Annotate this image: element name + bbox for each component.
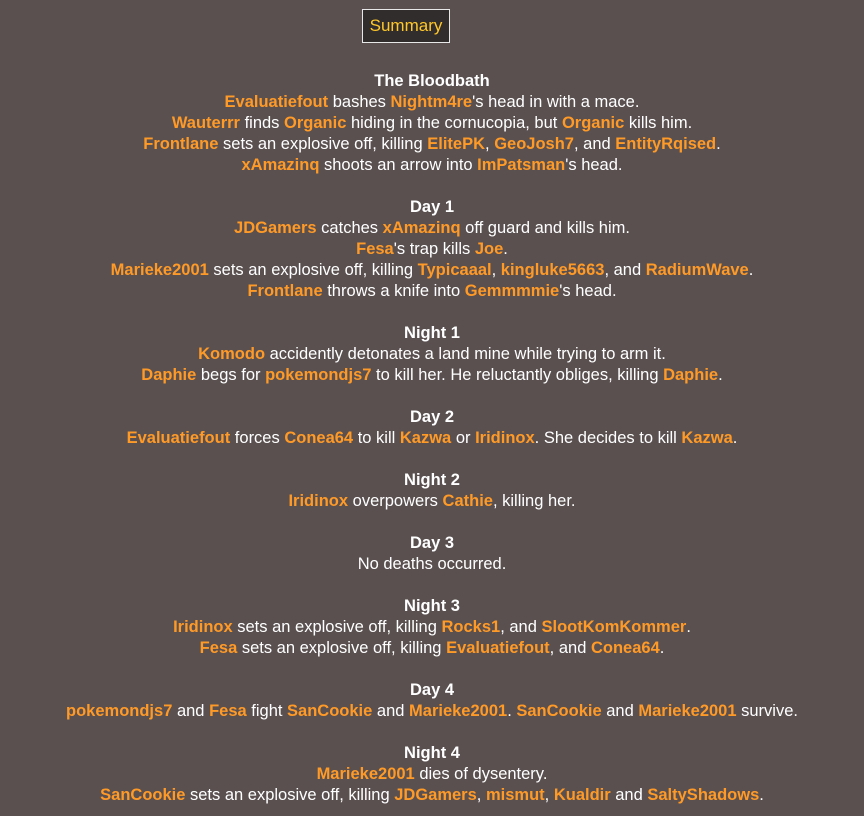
event-text: .	[718, 366, 723, 384]
tribute-name: Kazwa	[681, 429, 733, 447]
event-text: forces	[230, 429, 285, 447]
event-line	[0, 239, 864, 260]
tribute-name: Daphie	[141, 366, 197, 384]
event-text: survive.	[736, 702, 798, 720]
event-text: ,	[476, 786, 486, 804]
event-text: .	[759, 786, 764, 804]
event-text: and	[372, 702, 410, 720]
tribute-name: Marieke2001	[409, 702, 508, 720]
section-title: The Bloodbath	[374, 72, 490, 90]
event-text: fight	[246, 702, 288, 720]
event-line	[0, 113, 864, 134]
event-text: ,	[491, 261, 501, 279]
events-log	[0, 71, 864, 816]
tribute-name: Iridinox	[173, 618, 233, 636]
tribute-name: JDGamers	[394, 786, 477, 804]
event-text: dies of dysentery.	[414, 765, 548, 783]
tribute-name: Marieke2001	[638, 702, 737, 720]
tribute-name: pokemondjs7	[66, 702, 173, 720]
tribute-name: JDGamers	[234, 219, 317, 237]
event-section	[0, 533, 864, 575]
event-section	[0, 596, 864, 659]
tribute-name: Fesa	[209, 702, 247, 720]
event-section	[0, 197, 864, 302]
event-text: , and	[604, 261, 646, 279]
event-text: finds	[239, 114, 285, 132]
tribute-name: Marieke2001	[316, 765, 415, 783]
event-text: or	[451, 429, 476, 447]
event-text: throws a knife into	[322, 282, 465, 300]
event-text: hiding in the cornucopia, but	[346, 114, 562, 132]
event-line	[0, 134, 864, 155]
event-text: off guard and kills him.	[460, 219, 630, 237]
event-text: .	[732, 429, 738, 447]
event-section	[0, 743, 864, 806]
tribute-name: Typicaaal	[417, 261, 492, 279]
event-text: ,	[485, 135, 495, 153]
tribute-name: Fesa	[356, 240, 394, 258]
event-line	[0, 281, 864, 302]
tribute-name: SanCookie	[516, 702, 602, 720]
event-text: accidently detonates a land mine while trying to arm it.	[265, 345, 666, 363]
event-text: .	[507, 702, 517, 720]
tribute-name: ElitePK	[427, 135, 486, 153]
event-line	[0, 218, 864, 239]
tribute-name: xAmazinq	[241, 156, 320, 174]
section-title: Day 3	[409, 534, 455, 552]
event-text: sets an explosive off, killing	[218, 135, 428, 153]
tribute-name: kingluke5663	[500, 261, 605, 279]
tribute-name: EntityRqised	[615, 135, 717, 153]
event-text: 's trap kills	[393, 240, 475, 258]
event-text: No deaths occurred.	[357, 555, 507, 573]
tribute-name: Frontlane	[143, 135, 219, 153]
tribute-name: Joe	[474, 240, 504, 258]
tribute-name: Fesa	[199, 639, 238, 657]
section-title: Day 4	[409, 681, 455, 699]
event-text: shoots an arrow into	[319, 156, 478, 174]
event-text: and	[172, 702, 210, 720]
event-text: bashes	[328, 93, 391, 111]
event-text: .	[716, 135, 721, 153]
tribute-name: Frontlane	[247, 282, 323, 300]
tribute-name: Kazwa	[399, 429, 452, 447]
event-text: and	[601, 702, 639, 720]
tribute-name: Evaluatiefout	[224, 93, 329, 111]
tribute-name: Marieke2001	[110, 261, 209, 279]
tribute-name: pokemondjs7	[265, 366, 372, 384]
event-line	[0, 260, 864, 281]
section-title: Night 1	[404, 324, 460, 342]
event-text: , and	[500, 618, 542, 636]
tribute-name: Gemmmmie	[464, 282, 560, 300]
event-line	[0, 92, 864, 113]
event-line	[0, 701, 864, 722]
event-text: sets an explosive off, killing	[185, 786, 395, 804]
event-section	[0, 470, 864, 512]
event-text: .	[748, 261, 754, 279]
tribute-name: Kualdir	[553, 786, 611, 804]
tribute-name: Organic	[561, 114, 625, 132]
event-text: catches	[316, 219, 383, 237]
event-text: . She decides to kill	[534, 429, 682, 447]
event-line	[0, 344, 864, 365]
summary-button[interactable]: Summary	[362, 9, 450, 43]
event-text: , and	[573, 135, 616, 153]
section-title: Night 2	[404, 471, 460, 489]
section-title: Day 1	[409, 198, 455, 216]
section-title: Day 2	[409, 408, 455, 426]
event-text: sets an explosive off, killing	[208, 261, 418, 279]
tribute-name: mismut	[485, 786, 545, 804]
tribute-name: RadiumWave	[645, 261, 749, 279]
event-text: .	[659, 639, 665, 657]
tribute-name: Rocks1	[441, 618, 501, 636]
tribute-name: Evaluatiefout	[446, 639, 550, 657]
event-line	[0, 785, 864, 806]
tribute-name: Organic	[284, 114, 347, 132]
event-section	[0, 71, 864, 176]
event-text: sets an explosive off, killing	[237, 639, 447, 657]
event-text: begs for	[196, 366, 266, 384]
event-text: and	[610, 786, 648, 804]
section-title: Night 3	[404, 597, 460, 615]
tribute-name: Iridinox	[475, 429, 535, 447]
event-text: .	[503, 240, 508, 258]
tribute-name: Nightm4re	[390, 93, 473, 111]
tribute-name: SaltyShadows	[647, 786, 760, 804]
tribute-name: Komodo	[198, 345, 266, 363]
tribute-name: Daphie	[663, 366, 719, 384]
event-line	[0, 764, 864, 785]
event-line	[0, 365, 864, 386]
tribute-name: Evaluatiefout	[126, 429, 231, 447]
event-text: ,	[544, 786, 554, 804]
event-text: to kill	[353, 429, 400, 447]
event-text: , and	[549, 639, 591, 657]
event-section	[0, 323, 864, 386]
event-text: sets an explosive off, killing	[232, 618, 442, 636]
tribute-name: ImPatsman	[477, 156, 566, 174]
event-text: , killing her.	[492, 492, 576, 510]
event-line	[0, 617, 864, 638]
tribute-name: Conea64	[284, 429, 354, 447]
event-text: 's head in with a mace.	[472, 93, 640, 111]
tribute-name: SlootKomKommer	[541, 618, 687, 636]
event-line	[0, 155, 864, 176]
event-text: kills him.	[624, 114, 693, 132]
tribute-name: SanCookie	[287, 702, 373, 720]
tribute-name: GeoJosh7	[494, 135, 574, 153]
event-line	[0, 638, 864, 659]
event-text: 's head.	[565, 156, 623, 174]
section-title: Night 4	[404, 744, 460, 762]
event-section	[0, 680, 864, 722]
event-line	[0, 428, 864, 449]
event-text: 's head.	[559, 282, 617, 300]
event-line	[0, 491, 864, 512]
event-text: to kill her. He reluctantly obliges, killing	[371, 366, 664, 384]
tribute-name: Conea64	[590, 639, 660, 657]
tribute-name: Wauterrr	[171, 114, 240, 132]
tribute-name: xAmazinq	[382, 219, 461, 237]
event-line	[0, 554, 864, 575]
event-text: .	[686, 618, 691, 636]
tribute-name: SanCookie	[100, 786, 186, 804]
event-text: overpowers	[348, 492, 443, 510]
tribute-name: Cathie	[442, 492, 493, 510]
event-section	[0, 407, 864, 449]
tribute-name: Iridinox	[288, 492, 349, 510]
